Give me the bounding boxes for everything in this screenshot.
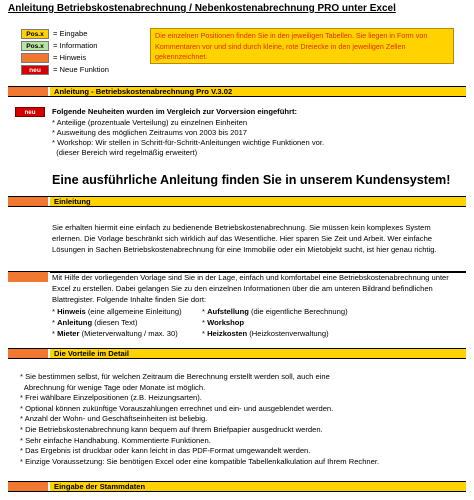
new-feature-item: * Anteilige (prozentuale Verteilung) zu einzelnen Einheiten bbox=[52, 118, 248, 127]
advantage-item: * Sie bestimmen selbst, für welchen Zeitraum die Berechnung erstellt werden soll, auch eine bbox=[20, 372, 330, 381]
new-feature-item: (dieser Bereich wird regelmäßig erweitert) bbox=[52, 148, 198, 157]
intro-paragraph: Sie erhalten hiermit eine einfach zu bedienende Betriebskostenabrechnung. Sie müssen kein komplexes System erlernen. Die Vorlage beschränkt sich wirklich auf das Wesentliche. Hier sparen Sie Zeit und Arbeit. Wer einfache Lösungen in Sachen Betriebskostenabrechnung für eine Immobilie oder ein Mietobjekt sucht, ist hier genau richtig. bbox=[52, 223, 437, 255]
info-note-box: Die einzelnen Positionen finden Sie in den jeweiligen Tabellen. Sie liegen in Form von Kommentaren vor und sind durch kleine, rote Dreiecke in den jeweiligen Zellen gekennzeichnet. bbox=[150, 28, 454, 64]
section-marker bbox=[8, 87, 48, 96]
contents-left-column bbox=[52, 306, 182, 339]
legend-new-swatch: neu bbox=[21, 65, 49, 75]
page-title: Anleitung Betriebskostenabrechnung / Nebenkostenabrechnung PRO unter Excel bbox=[8, 3, 396, 14]
section-title-anleitung: Anleitung - Betriebskostenabrechnung Pro V.3.02 bbox=[50, 87, 466, 96]
hint-marker bbox=[8, 272, 48, 282]
advantage-item: * Die Betriebskostenabrechnung kann bequem auf Ihrem Briefpapier ausgedruckt werden. bbox=[20, 424, 323, 434]
advantage-item: Abrechnung für wenige Tage oder Monate ist möglich. bbox=[20, 382, 206, 392]
advantage-item: * Das Ergebnis ist druckbar oder kann leicht in das PDF-Format umgewandelt werden. bbox=[20, 446, 311, 456]
section-header-vorteile bbox=[8, 348, 466, 359]
section-marker bbox=[8, 482, 48, 491]
contents-right-column bbox=[202, 306, 348, 339]
customer-system-callout: Eine ausführliche Anleitung finden Sie in unserem Kundensystem! bbox=[52, 173, 451, 187]
content-item-anleitung: * Anleitung (diesen Text) bbox=[52, 318, 138, 327]
legend-input-swatch: Pos.x bbox=[21, 29, 49, 39]
section-marker bbox=[8, 197, 48, 206]
advantage-item: * Sehr einfache Handhabung. Kommentierte Funktionen. bbox=[20, 435, 211, 445]
legend-info-label: = Information bbox=[53, 41, 98, 50]
legend-hint-label: = Hinweis bbox=[53, 53, 87, 62]
section-header-einleitung bbox=[8, 196, 466, 207]
legend-new-label: = Neue Funktion bbox=[53, 65, 109, 74]
section-marker bbox=[8, 349, 48, 358]
advantages-list bbox=[20, 372, 379, 467]
new-feature-item: * Workshop: Wir stellen in Schritt-für-Schritt-Anleitungen wichtige Funktionen vor. bbox=[52, 138, 325, 147]
legend-input-label: = Eingabe bbox=[53, 29, 88, 38]
content-item-hinweis: * Hinweis (eine allgemeine Einleitung) bbox=[52, 307, 182, 316]
section-title-einleitung: Einleitung bbox=[50, 197, 466, 206]
new-badge: neu bbox=[15, 107, 45, 117]
legend-hint-swatch bbox=[21, 53, 49, 63]
section-title-stammdaten: Eingabe der Stammdaten bbox=[50, 482, 466, 491]
section-title-vorteile: Die Vorteile im Detail bbox=[50, 349, 466, 358]
advantage-item: * Einzige Voraussetzung: Sie benötigen Excel oder eine kompatible Tabellenkalkulation auf Ihrem Rechner. bbox=[20, 456, 380, 466]
advantage-item: * Frei wählbare Einzelpositionen (z.B. Heizungsarten). bbox=[20, 393, 202, 403]
advantage-item: * Optional können zukünftige Vorauszahlungen errechnet und ein- und ausgeblendet werden. bbox=[20, 403, 334, 413]
section-header-anleitung bbox=[8, 86, 466, 97]
content-item-heizkosten: * Heizkosten (Heizkostenverwaltung) bbox=[202, 329, 329, 338]
new-features-heading: Folgende Neuheiten wurden im Vergleich zur Vorversion eingeführt: bbox=[52, 107, 298, 116]
new-feature-item: * Ausweitung des möglichen Zeitraums von 2003 bis 2017 bbox=[52, 128, 248, 137]
advantage-item: * Anzahl der Wohn- und Geschäftseinheiten ist beliebig. bbox=[20, 414, 208, 424]
content-item-aufstellung: * Aufstellung (die eigentliche Berechnung) bbox=[202, 307, 348, 316]
hint-paragraph: Mit Hilfe der vorliegenden Vorlage sind Sie in der Lage, einfach und komfortabel eine Betriebskostenabrechnung unter Excel zu erstellen. Dabei gelangen Sie zu den einzelnen Informationen über die am unteren Bildrand befindlichen Blattregister. Folgende Inhalte finden Sie dort: bbox=[52, 273, 449, 305]
legend-info-swatch: Pos.x bbox=[21, 41, 49, 51]
section-header-stammdaten bbox=[8, 481, 466, 492]
content-item-workshop: * Workshop bbox=[202, 318, 245, 327]
content-item-mieter: * Mieter (Mieterverwaltung / max. 30) bbox=[52, 329, 178, 338]
